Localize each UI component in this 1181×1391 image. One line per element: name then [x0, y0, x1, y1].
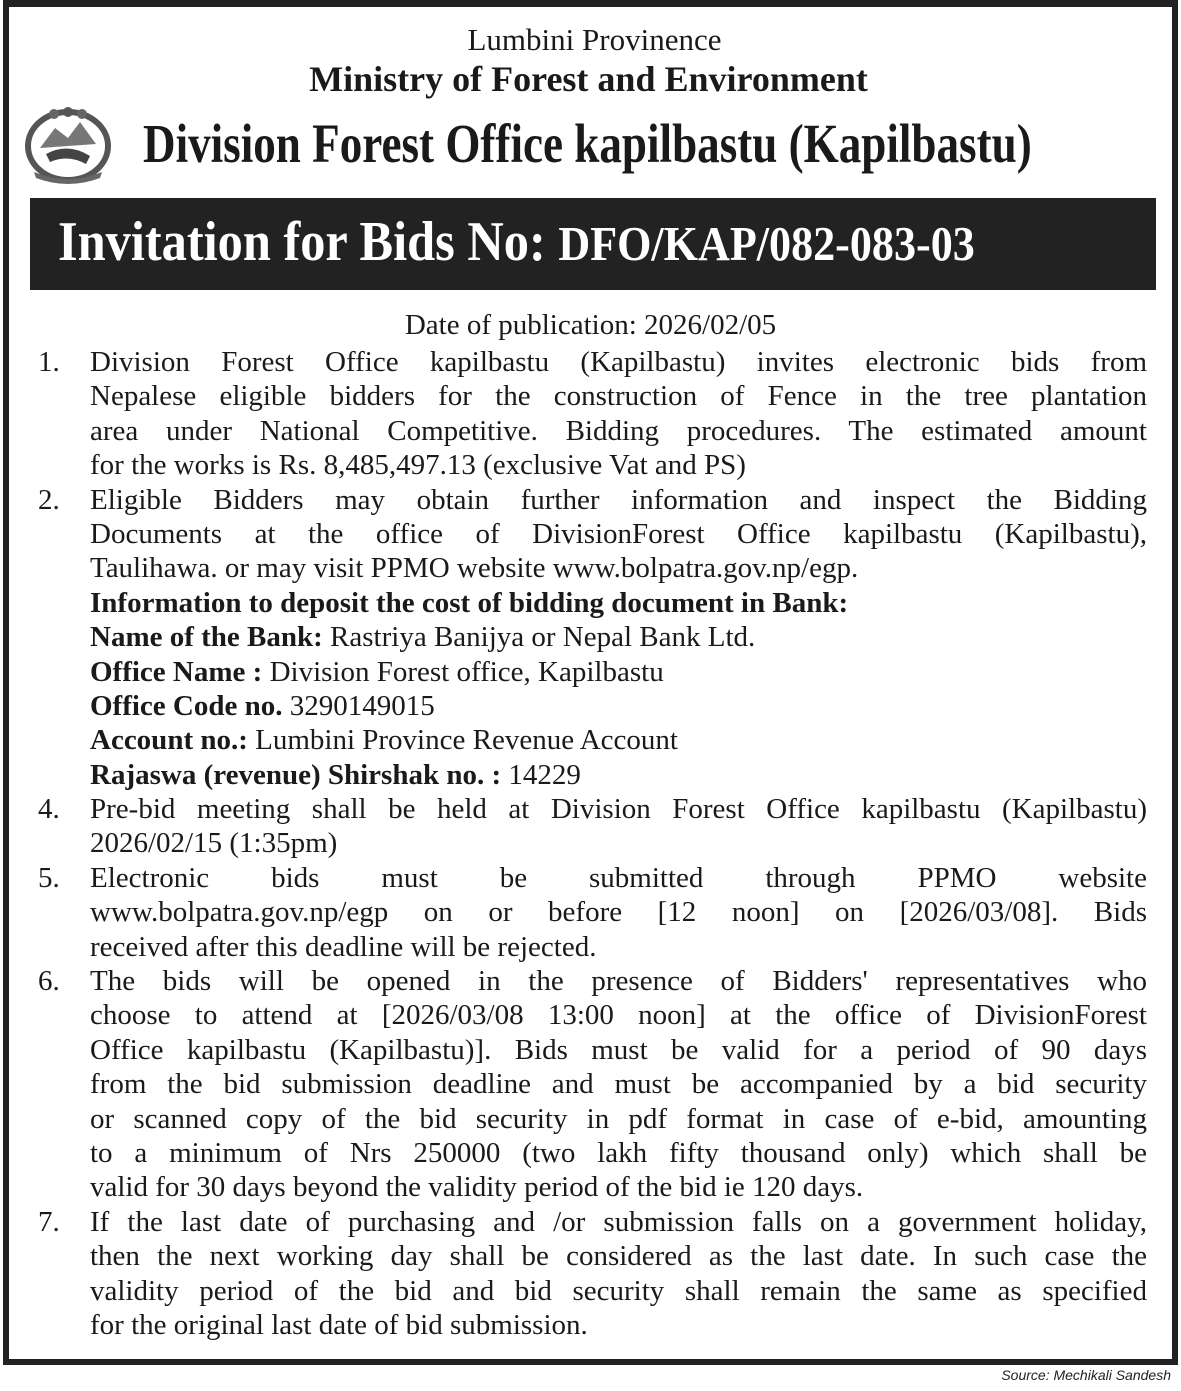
banner-title: Invitation for Bids No:: [58, 211, 546, 273]
notice-item-line: [0, 1239, 1181, 1273]
nepal-emblem-icon: [20, 98, 116, 186]
notice-item-line: [0, 1170, 1181, 1204]
publication-date: Date of publication: 2026/02/05: [404, 309, 777, 341]
item-text: or scanned copy of the bid security in pdf format in case of e-bid, amounting: [90, 1102, 1147, 1135]
bank-info-text: [90, 620, 1147, 654]
item-number: 2.: [38, 483, 60, 516]
item-text: validity period of the bid and bid security shall remain the same as specified: [90, 1274, 1147, 1307]
bank-info-line: [0, 620, 1181, 654]
bank-info-text: [90, 586, 1147, 620]
item-text: Documents at the office of DivisionForest Office kapilbastu (Kapilbastu),: [90, 517, 1147, 550]
notice-item-line: [0, 861, 1181, 895]
bank-info-value: Lumbini Province Revenue Account: [247, 724, 678, 757]
bank-info-label: Name of the Bank:: [90, 621, 323, 654]
item-number: 1.: [38, 346, 60, 378]
bid-number: DFO/KAP/082-083-03: [558, 216, 975, 271]
item-text: received after this deadline will be rejected.: [90, 930, 597, 963]
item-text: for the original last date of bid submission.: [90, 1308, 588, 1341]
bank-info-label: Account no.:: [90, 724, 248, 757]
item-text: If the last date of purchasing and /or submission falls on a government holiday,: [90, 1205, 1147, 1238]
notice-item-line: [0, 414, 1181, 448]
bank-info-label: Office Code no.: [90, 689, 283, 722]
notice-item-line: [0, 1033, 1181, 1067]
bank-info-text: [90, 758, 1147, 792]
bank-info-line: [0, 586, 1181, 620]
item-text: area under National Competitive. Bidding procedures. The estimated amount: [90, 414, 1147, 447]
province-name: Lumbini Provinence: [467, 22, 722, 57]
notice-item-line: [0, 1274, 1181, 1308]
item-text: for the works is Rs. 8,485,497.13 (exclusive Vat and PS): [90, 449, 746, 482]
item-text: to a minimum of Nrs 250000 (two lakh fifty thousand only) which shall be: [90, 1136, 1147, 1169]
bank-info-value: 14229: [501, 758, 581, 791]
source-credit: Source: Mechikali Sandesh: [1001, 1367, 1171, 1383]
notice-item-line: [0, 1067, 1181, 1101]
item-number: 7.: [38, 1205, 60, 1238]
bank-info-line: [0, 689, 1181, 723]
item-text: Office kapilbastu (Kapilbastu)]. Bids must be valid for a period of 90 days: [90, 1033, 1147, 1066]
item-text: from the bid submission deadline and must be accompanied by a bid security: [90, 1068, 1147, 1101]
notice-item-line: [0, 1102, 1181, 1136]
notice-item-line: [0, 551, 1181, 585]
item-text: Taulihawa. or may visit PPMO website www.bolpatra.gov.np/egp.: [90, 552, 859, 585]
bank-info-label: Information to deposit the cost of bidding document in Bank:: [90, 586, 849, 619]
notice-item-line: [0, 792, 1181, 826]
bank-info-text: [90, 655, 1147, 689]
bank-info-line: [0, 655, 1181, 689]
bid-title-banner: [30, 198, 1156, 290]
bank-info-value: Division Forest office, Kapilbastu: [262, 655, 664, 688]
bank-info-value: 3290149015: [282, 689, 435, 722]
item-number: 4.: [38, 793, 60, 826]
notice-item-line: [0, 517, 1181, 551]
item-number: 6.: [38, 965, 60, 998]
item-number: 5.: [38, 861, 60, 894]
notice-item-line: [0, 964, 1181, 998]
notice-item-line: [0, 1136, 1181, 1170]
bank-info-label: Rajaswa (revenue) Shirshak no. :: [90, 758, 502, 791]
item-text: choose to attend at [2026/03/08 13:00 noon] at the office of DivisionForest: [90, 999, 1147, 1032]
notice-body: [0, 345, 1181, 1342]
notice-item-line: [0, 379, 1181, 413]
item-text: Eligible Bidders may obtain further information and inspect the Bidding: [90, 483, 1147, 516]
bank-info-text: [90, 723, 1147, 757]
item-text: Division Forest Office kapilbastu (Kapilbastu) invites electronic bids from: [90, 346, 1147, 378]
office-name: Division Forest Office kapilbastu (Kapilbastu): [143, 113, 1032, 174]
item-text: 2026/02/15 (1:35pm): [90, 827, 338, 860]
notice-item-line: [0, 998, 1181, 1032]
item-text: www.bolpatra.gov.np/egp on or before [12 noon] on [2026/03/08]. Bids: [90, 896, 1147, 929]
bank-info-text: [90, 689, 1147, 723]
ministry-name: Ministry of Forest and Environment: [309, 59, 868, 99]
item-text: The bids will be opened in the presence of Bidders' representatives who: [90, 965, 1147, 998]
notice-item-line: [0, 1205, 1181, 1239]
notice-item-line: [0, 448, 1181, 482]
bank-info-line: [0, 723, 1181, 757]
notice-item-line: [0, 826, 1181, 860]
item-text: then the next working day shall be considered as the last date. In such case the: [90, 1240, 1147, 1273]
bank-info-value: Rastriya Banijya or Nepal Bank Ltd.: [322, 621, 756, 654]
notice-item-line: [0, 345, 1181, 379]
notice-item-line: [0, 1308, 1181, 1342]
notice-item-line: [0, 930, 1181, 964]
bank-info-line: [0, 758, 1181, 792]
item-text: Electronic bids must be submitted through PPMO website: [90, 861, 1147, 894]
item-text: valid for 30 days beyond the validity period of the bid ie 120 days.: [90, 1171, 864, 1204]
bank-info-label: Office Name :: [90, 655, 263, 688]
item-text: Pre-bid meeting shall be held at Division Forest Office kapilbastu (Kapilbastu): [90, 793, 1147, 826]
notice-item-line: [0, 895, 1181, 929]
notice-item-line: [0, 483, 1181, 517]
item-text: Nepalese eligible bidders for the construction of Fence in the tree plantation: [90, 380, 1147, 413]
